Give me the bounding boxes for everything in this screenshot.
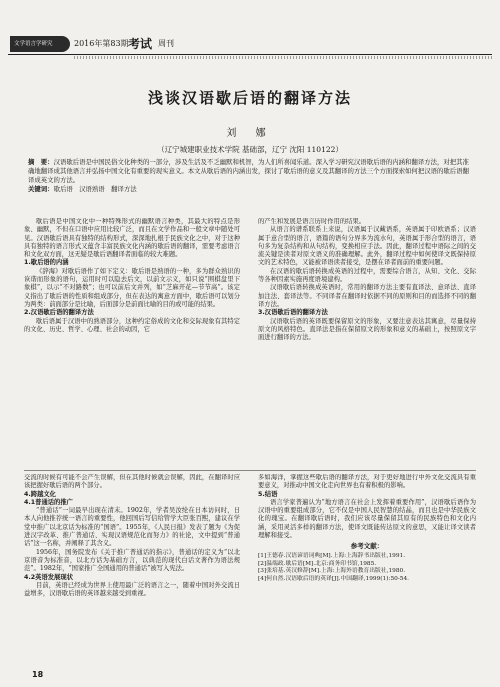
page-header — [8, 34, 492, 64]
page-number: 18 — [32, 670, 44, 679]
body-paragraph: 在汉语的歇后语转换成英语的过程中，需要综合语言，从知、文化、交际等各种因素实施再度语境建构。 — [258, 267, 476, 284]
reference-item: [1]王德春.汉语谚语词典[M].上海:上海辞书出版社,1991. — [258, 552, 406, 559]
reference-item: [3]张培基.英汉修辞[M].上海:上海外语教育出版社,1980. — [258, 568, 406, 575]
body-paragraph: 多如海洋，掌握这些歇后语的翻译方法，对于更好地进行中外文化交流具有重要意义，对推动中国文化走向世界也有着积极的影响。 — [258, 474, 476, 490]
references-heading: 参考文献： — [350, 542, 384, 551]
abstract-text: 汉语歇后语是中国民俗文化种类的一部分，涉及生活及不乏幽默和机智，为人们所喜闻乐道。深入学习研究汉语歇后语的内涵和翻译方法，对把其准确地翻译成其他语言并弘扬中国文化有重要的现实意义。本文从歇后语的内涵出发，探讨了歇后语的意义及其翻译的方法三个方面探索如何把汉语的歇后语翻译成英文的方法。 — [28, 158, 469, 184]
column-2 — [258, 218, 476, 468]
reference-item: [2]温端政.歇后语[M].北京:商务印书馆,1985. — [258, 560, 377, 567]
body-paragraph: 从语言的谱系联系上来说，汉语属于汉藏语系，英语属于印欧语系；汉语属于意合型的语言，语篇的语句分界多为流水句，英语属于形合型的语言，语句多为复杂结构和从句结构，变换相应手法。因此，翻译过程中语际之间的交流关键是读者对原文语义的准确理解。此外，翻译过程中如何使译文既保持原文的艺术特色，又能被译语读者接受，是摆在译者面前的重要问题。 — [258, 226, 476, 267]
column-divider — [24, 470, 476, 471]
section-heading: 3.汉语歇后语的翻译方法 — [258, 309, 328, 317]
body-paragraph: 1956年，国务院发布《关于推广普通话的指示》，普通话的定义为“以北京语音为标准音，以北方话为基础方言，以典范的现代白话文著作为语法规范”。1982年，“国家推广全国通用的普通话”被写入宪法。 — [24, 548, 240, 573]
header-rule — [8, 54, 492, 55]
article-author: 刘 娜 — [226, 128, 274, 139]
section-heading: 5.结语 — [258, 490, 278, 498]
author-affiliation: （辽宁城建职业技术学院 基础部，辽宁 沈阳 110122） — [157, 145, 343, 154]
keywords-label: 关键词： — [28, 185, 54, 193]
body-paragraph: 汉语歇后语转换成英语时，常用的翻译方法主要有直译法、意译法、直译加注法、套译法等。不同译者在翻译时依据不同的原则和目的而选择不同的翻译方法。 — [258, 284, 476, 308]
journal-frequency: 周刊 — [158, 39, 174, 48]
body-paragraph: 交流的时候有可能不会产生误解，但在其他时候就会误解，因此，在翻译时应该把握好歇后语的两个部分。 — [24, 474, 240, 490]
body-paragraph: 语言学家普遍认为“地方语言在社会上发挥着重要作用”，汉语歇后语作为汉语中的重要组成部分，它不仅是中国人民智慧的结晶，而且也是中华民族文化的瑰宝。在翻译歇后语时，我们应该尽量保留其原有的民族特色和文化内涵，采用灵活多样的翻译方法，使译文既能传达原文的意思，又能让译文读者理解和接受。 — [258, 498, 476, 540]
article-title: 浅谈汉语歇后语的翻译方法 — [147, 89, 352, 107]
column-4 — [258, 474, 476, 670]
intro-paragraph: 歇后语是中国文化中一种特殊形式的幽默语言种类，其最大的特点是形象、幽默，不但在口语中应用比较广泛，而且在文学作品和一般文章中随处可见。汉语歇后语具有独特的结构形式，深深地扎根于民族文化之中，对于这种具有独特的语言形式又蕴含丰富民族文化内涵的歇后语的翻译，需要考虑语言和文化双方面，这无疑是歇后语翻译者面临的较大难题。 — [24, 218, 240, 259]
column-1 — [24, 218, 240, 468]
subsection-heading: 4.1普通话的推广 — [24, 498, 73, 506]
abstract-label: 摘 要： — [28, 158, 54, 166]
abstract-block — [28, 158, 472, 194]
journal-name: 考试 — [128, 37, 153, 51]
reference-item: [4]何自然.汉语歇后语的英译[J].中国翻译,1999(1):50-54. — [258, 575, 410, 582]
column-3 — [24, 474, 240, 670]
body-paragraph: 的产生和发展是语言历时作用的结果。 — [258, 218, 366, 225]
body-paragraph: 《辞海》对歇后语作了如下定义：歇后语是熟语的一种，多为群众熟识的诙谐而形象的语句，运用时可以隐去后文，以前文示义，如只说“围棋盘里下象棋”，以示“不对路数”；也可以前后文并列，如“芝麻开花—节节高”。该定义指出了歇后语的性质和组成部分，但在表达的寓意方面中，歇后语可以划分为两类：前面部分是比喻，后面部分是前面比喻的目的或可能的结果。 — [24, 267, 240, 308]
section-heading: 2.汉语歇后语的翻译方法 — [24, 309, 94, 317]
body-paragraph: 歇后语属于汉语中的熟语部分，这种约定俗成的文化和交际现象有其特定的文化、历史、哲学、心理、社会的动因，它 — [24, 317, 240, 333]
body-paragraph: 目前，英语已经成为世界上使用最广泛的语言之一，随着中国对外交流日益增多，汉语歇后语的英译越来越受到重视。 — [24, 581, 240, 598]
issue-label: 2016年第83期 — [74, 39, 129, 48]
keywords-text: 歇后语 汉语熟语 翻译方法 — [53, 185, 137, 193]
body-paragraph: “普通话”一词最早出现在清末。1902年，学者吴汝纶在日本访问时，日本人向他推荐统一语言的重要性，他回国后写信给管学大臣张百熙，建议在学堂中推广以北京话为标准的“国语”。1955年，《人民日报》发表了题为《为促进汉字改革、推广普通话、实现汉语规范化而努力》的社论，文中提到“普通话”这一名称，并阐释了其含义。 — [24, 507, 240, 548]
section-tag: 文学语言学研究 — [10, 36, 70, 52]
header-dotted-rule — [74, 56, 492, 59]
subsection-heading: 4.2英语发展现状 — [24, 573, 73, 581]
references — [258, 543, 476, 583]
section-heading: 1.歇后语的内涵 — [24, 259, 69, 267]
body-paragraph: 汉语歇后语的英译既要保留原文的形象，又要注意表达其寓意，尽量保持原文的风格特色。直译法是指在保留原文的形象和意义的基础上，按照原文字面进行翻译的方法。 — [258, 317, 476, 342]
section-heading: 4.跨越文化 — [24, 490, 56, 498]
